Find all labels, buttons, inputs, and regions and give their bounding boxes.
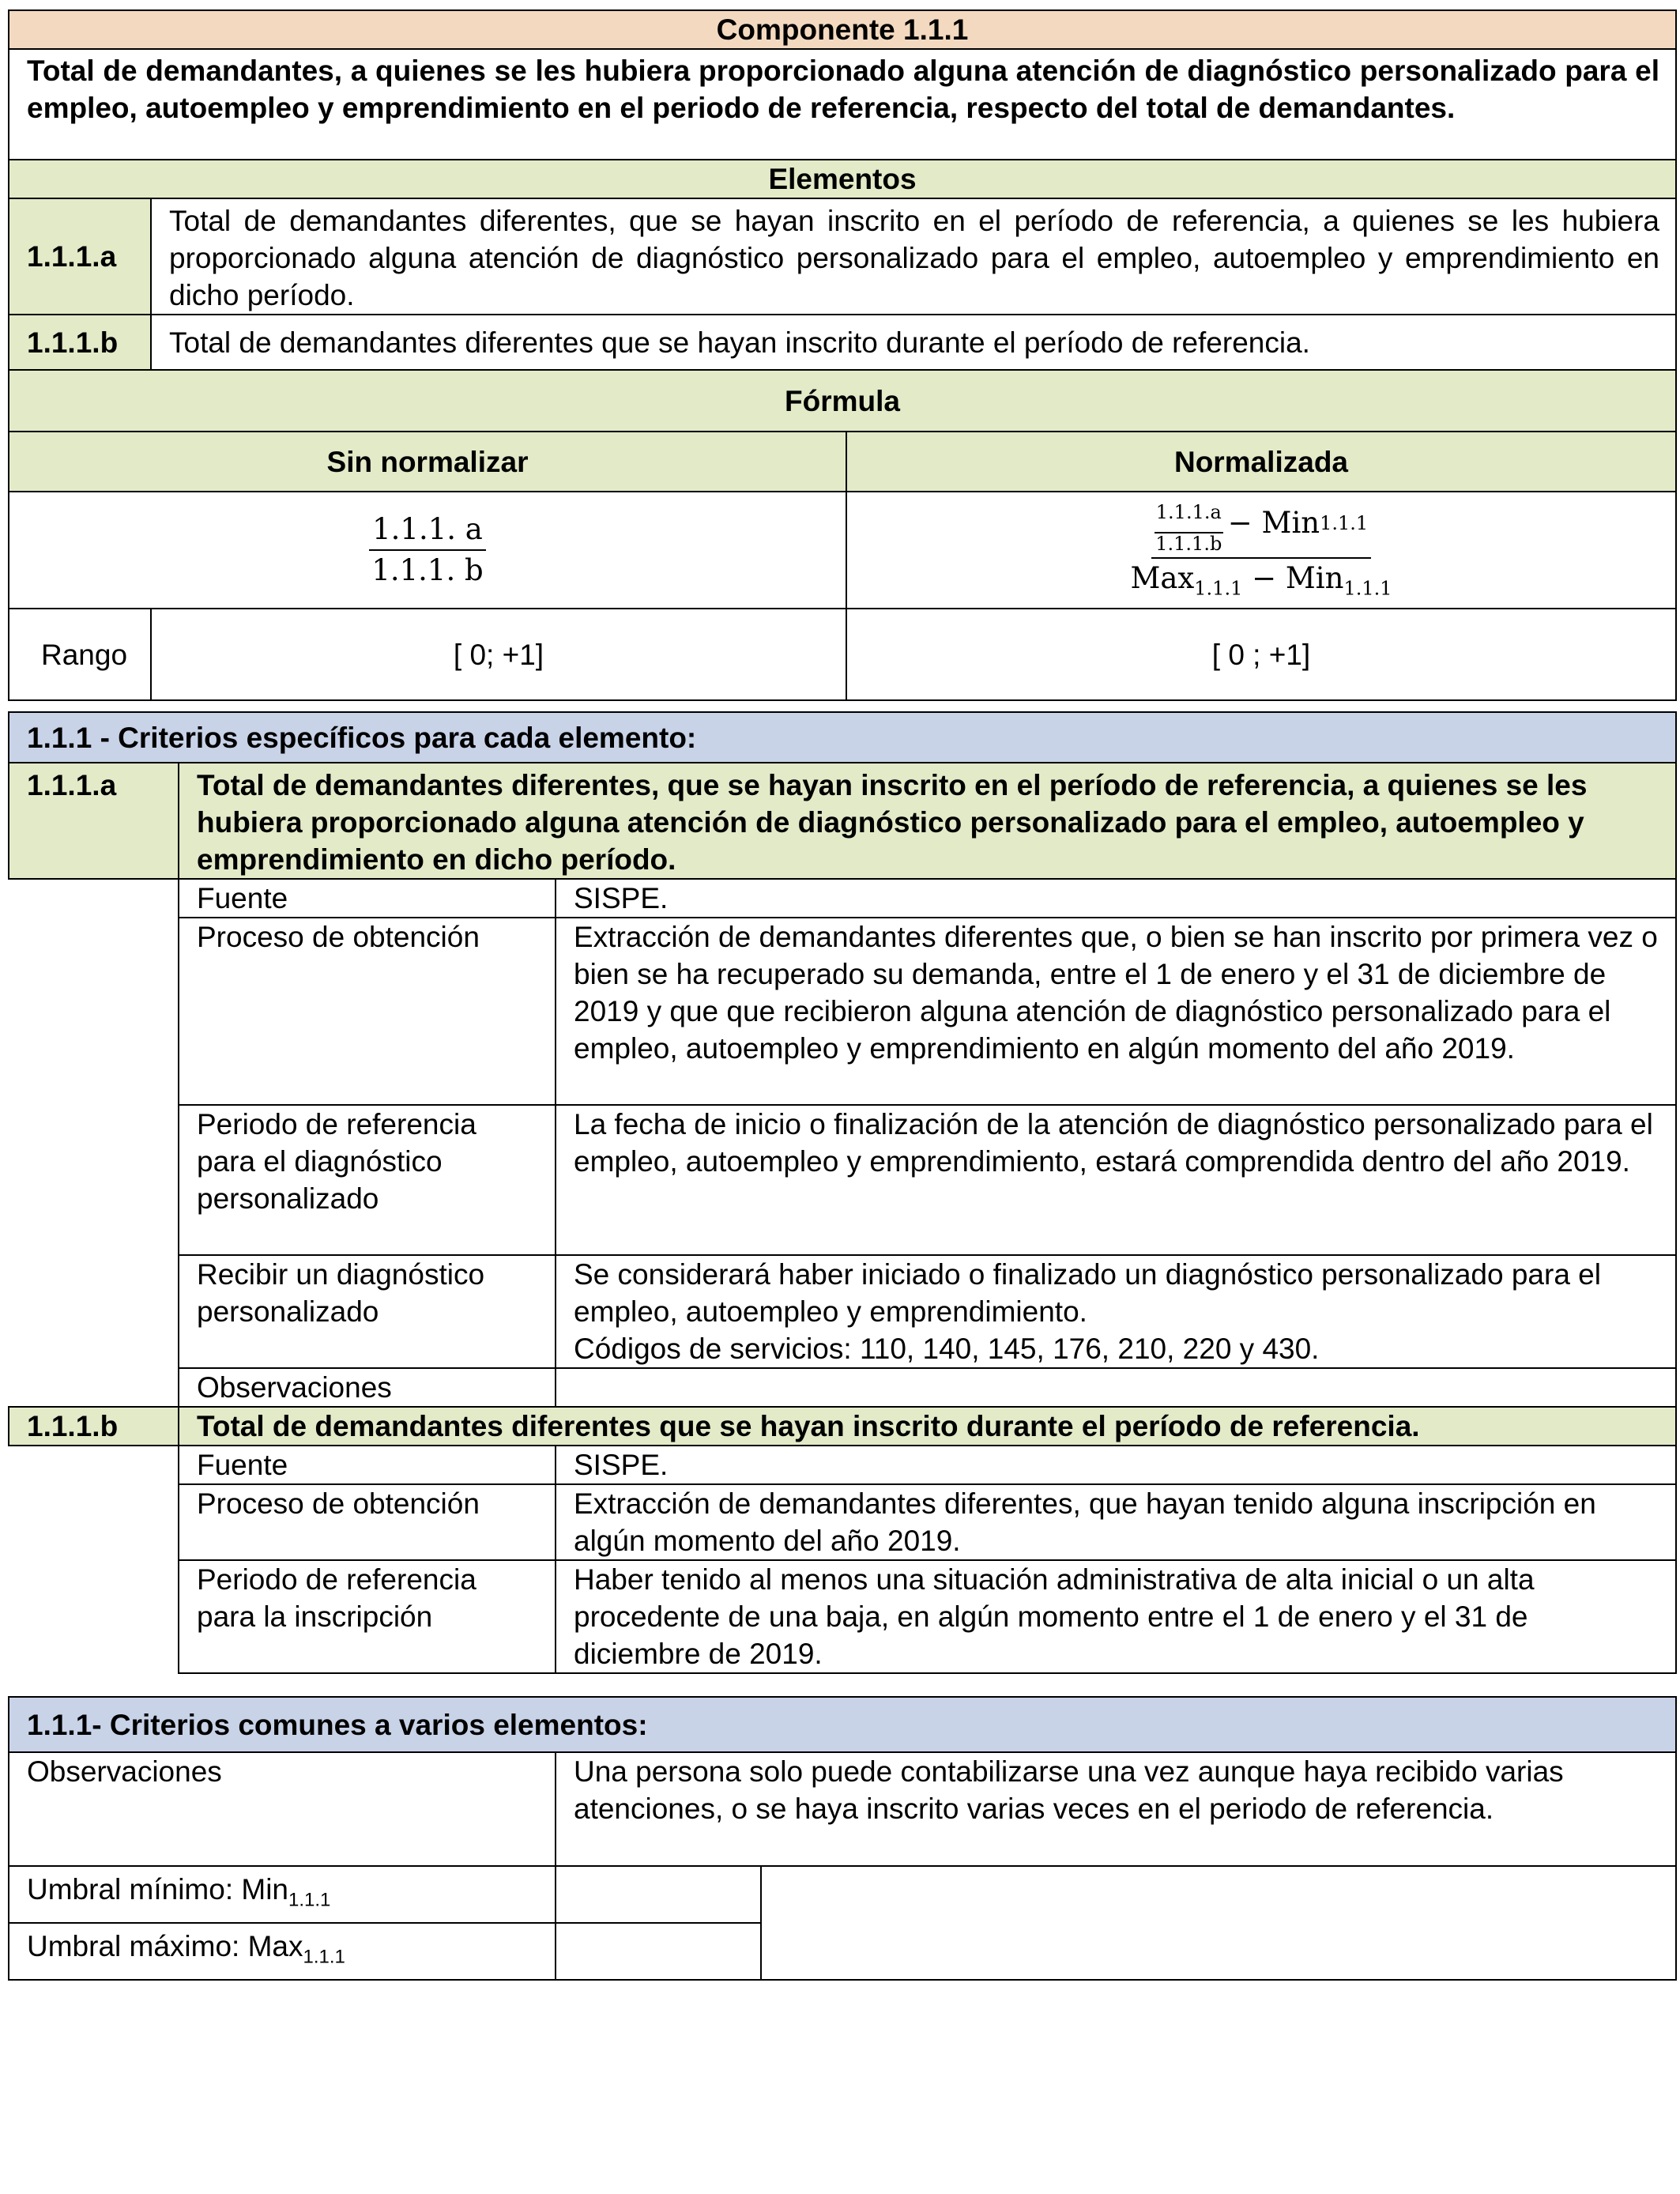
rango-sin-normalizar: [ 0; +1] (151, 609, 846, 700)
common-criteria-table (8, 1696, 1677, 1981)
inner-numerator: 1.1.1.a (1155, 492, 1223, 533)
formula-sin-normalizar (9, 492, 846, 609)
observaciones-value: Una persona solo puede contabilizarse una vez aunque haya recibido varias atenciones, o se haya inscrito varias veces en el periodo de referencia. (556, 1752, 1676, 1866)
umbral-maximo-text: Umbral máximo: Max (27, 1929, 303, 1962)
criteria-value: Extracción de demandantes diferentes, que hayan tenido alguna inscripción en algún momento del año 2019. (556, 1484, 1676, 1560)
col-sin-normalizar: Sin normalizar (9, 432, 846, 492)
col-normalizada: Normalizada (846, 432, 1676, 492)
minus-min-den: − Min (1242, 561, 1344, 595)
umbral-minimo-subscript: 1.1.1 (288, 1889, 331, 1911)
formula-normalizada (846, 492, 1676, 609)
indent-spacer (9, 879, 179, 918)
criteria-label: Periodo de referencia para la inscripción (179, 1560, 556, 1673)
specific-criteria-table (8, 711, 1677, 1674)
criteria-value: SISPE. (556, 1446, 1676, 1484)
criteria-label: Periodo de referencia para el diagnóstico personalizado (179, 1105, 556, 1255)
common-criteria-header: 1.1.1- Criterios comunes a varios elementos: (9, 1697, 1676, 1752)
component-table (8, 9, 1677, 701)
fraction-denominator: 1.1.1. b (371, 553, 484, 588)
criteria-label: Fuente (179, 879, 556, 918)
criteria-value: Haber tenido al menos una situación administrativa de alta inicial o un alta procedente de una baja, en algún momento entre el 1 de enero y el 31 de diciembre de 2019. (556, 1560, 1676, 1673)
criteria-value (556, 1368, 1676, 1407)
criteria-label: Observaciones (179, 1368, 556, 1407)
indent-spacer (9, 918, 179, 1105)
umbral-maximo-value (556, 1923, 761, 1980)
elementos-header: Elementos (9, 160, 1676, 198)
formula-header: Fórmula (9, 370, 1676, 432)
indent-spacer (9, 1446, 179, 1484)
umbral-blank-cell (761, 1866, 1676, 1980)
inner-fraction (1155, 492, 1223, 554)
rango-label: Rango (9, 609, 151, 700)
fraction-numerator: 1.1.1. a (369, 510, 486, 551)
fraction-denominator (1127, 559, 1395, 608)
indent-spacer (9, 1105, 179, 1255)
umbral-maximo-label (9, 1923, 556, 1980)
min-den-subscript: 1.1.1 (1343, 577, 1392, 600)
element-text: Total de demandantes diferentes, que se hayan inscrito en el período de referencia, a quienes se les hubiera proporcionado alguna atención de diagnóstico personalizado para el empleo, autoempleo y emprendimiento en dicho período. (151, 198, 1676, 315)
rango-normalizada: [ 0 ; +1] (846, 609, 1676, 700)
criteria-value: Extracción de demandantes diferentes que, o bien se han inscrito por primera vez o bien se ha recuperado su demanda, entre el 1 de enero y el 31 de diciembre de 2019 y que que recibieron alguna atención de diagnóstico personalizado para el empleo, autoempleo y emprendimiento en algún momento del año 2019. (556, 918, 1676, 1105)
specific-criteria-header: 1.1.1 - Criterios específicos para cada elemento: (9, 712, 1676, 763)
element-code: 1.1.1.b (9, 315, 151, 370)
element-b-code: 1.1.1.b (9, 1407, 179, 1446)
fraction (368, 510, 486, 590)
criteria-label: Proceso de obtención (179, 918, 556, 1105)
umbral-minimo-value (556, 1866, 761, 1923)
minus-min: − Min (1227, 506, 1320, 540)
criteria-value: La fecha de inicio o finalización de la atención de diagnóstico personalizado para el empleo, autoempleo y emprendimiento, estará comprendida dentro del año 2019. (556, 1105, 1676, 1255)
min-subscript: 1.1.1 (1320, 512, 1369, 534)
element-a-code: 1.1.1.a (9, 763, 179, 879)
max-text: Max (1130, 561, 1195, 595)
max-subscript: 1.1.1 (1194, 577, 1243, 600)
indent-spacer (9, 1255, 179, 1368)
fraction (1127, 492, 1395, 608)
inner-denominator: 1.1.1.b (1155, 533, 1222, 555)
umbral-maximo-subscript: 1.1.1 (303, 1946, 345, 1968)
fraction-numerator (1151, 492, 1371, 559)
umbral-minimo-text: Umbral mínimo: Min (27, 1872, 288, 1906)
indent-spacer (9, 1484, 179, 1560)
element-b-title: Total de demandantes diferentes que se hayan inscrito durante el período de referencia. (179, 1407, 1676, 1446)
observaciones-label: Observaciones (9, 1752, 556, 1866)
element-a-title: Total de demandantes diferentes, que se hayan inscrito en el período de referencia, a quienes se les hubiera proporcionado alguna atención de diagnóstico personalizado para el empleo, autoempleo y emprendimiento en dicho período. (179, 763, 1676, 879)
indent-spacer (9, 1560, 179, 1673)
element-code: 1.1.1.a (9, 198, 151, 315)
element-text: Total de demandantes diferentes que se hayan inscrito durante el período de referencia. (151, 315, 1676, 370)
criteria-value: Se considerará haber iniciado o finalizado un diagnóstico personalizado para el empleo, autoempleo y emprendimiento. Códigos de servicios: 110, 140, 145, 176, 210, 220 y 430. (556, 1255, 1676, 1368)
indent-spacer (9, 1368, 179, 1407)
criteria-label: Proceso de obtención (179, 1484, 556, 1560)
umbral-minimo-label (9, 1866, 556, 1923)
component-description: Total de demandantes, a quienes se les hubiera proporcionado alguna atención de diagnóstico personalizado para el empleo, autoempleo y emprendimiento en el periodo de referencia, respecto del total de demandantes. (9, 49, 1676, 160)
component-title: Componente 1.1.1 (9, 10, 1676, 49)
criteria-label: Recibir un diagnóstico personalizado (179, 1255, 556, 1368)
criteria-value: SISPE. (556, 879, 1676, 918)
criteria-label: Fuente (179, 1446, 556, 1484)
